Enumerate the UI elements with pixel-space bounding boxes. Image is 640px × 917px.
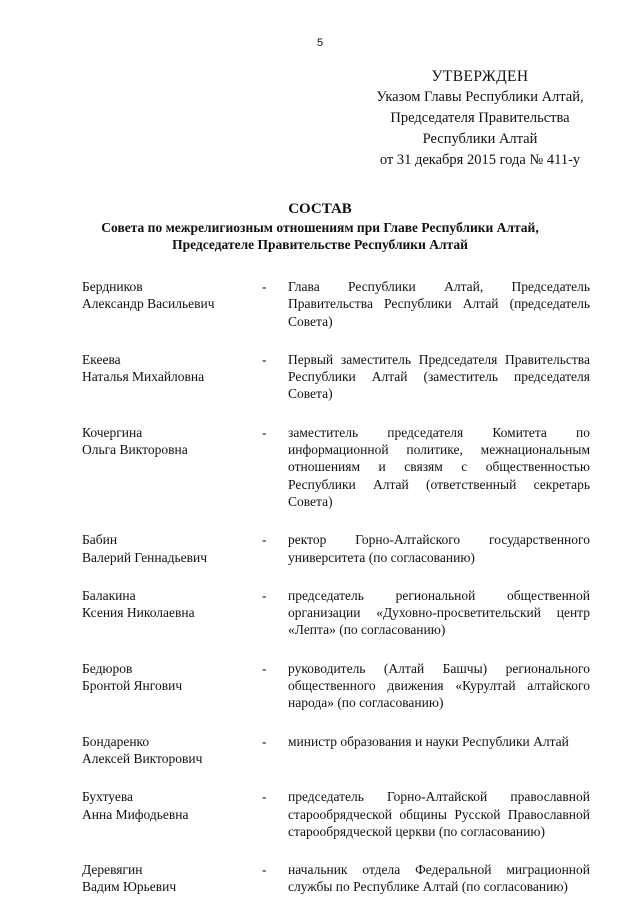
member-given-names: Вадим Юрьевич: [82, 879, 177, 895]
member-row: [82, 278, 592, 330]
member-list: [82, 278, 592, 917]
member-surname: Екеева: [82, 351, 121, 367]
member-position: заместитель председателя Комитета по информационной политике, межнациональным отношениям и связям с общественностью Республики Алтай (ответственный секретарь Совета): [288, 424, 590, 509]
member-surname: Деревягин: [82, 862, 143, 878]
member-row: [82, 587, 592, 639]
member-name: [82, 351, 262, 403]
separator-dash: -: [262, 424, 267, 440]
member-name: [82, 424, 262, 510]
member-row: [82, 861, 592, 896]
approval-line-3: Республики Алтай: [422, 131, 538, 147]
approval-heading: УТВЕРЖДЕН: [431, 68, 529, 85]
separator-dash: -: [262, 660, 267, 676]
member-position: председатель региональной общественной организации «Духовно-просветительский центр «Лепта» (по согласованию): [288, 587, 590, 638]
separator-dash: -: [262, 351, 267, 367]
member-position: начальник отдела Федеральной миграционной службы по Республике Алтай (по согласованию): [288, 862, 590, 895]
member-name: [82, 660, 262, 712]
member-given-names: Алексей Викторович: [82, 750, 203, 766]
member-name: [82, 788, 262, 840]
document-subtitle-line-1: Совета по межрелигиозным отношениям при Главе Республики Алтай,: [101, 220, 539, 235]
member-row: [82, 351, 592, 403]
separator-dash: -: [262, 862, 267, 878]
approval-line-4: от 31 декабря 2015 года № 411-у: [379, 152, 581, 168]
member-surname: Бухтуева: [82, 789, 134, 805]
approval-line-1: Указом Главы Республики Алтай,: [376, 89, 584, 105]
separator-dash: -: [262, 279, 267, 294]
document-subtitle-line-2: Председателе Правительстве Республики Алтай: [172, 237, 468, 252]
page-number: 5: [316, 37, 324, 49]
member-position: министр образования и науки Республики Алтай: [288, 733, 569, 749]
member-row: [82, 424, 592, 510]
member-given-names: Анна Мифодьевна: [82, 806, 189, 822]
member-name: [82, 861, 262, 896]
member-row: [82, 531, 592, 566]
member-name: [82, 278, 262, 330]
member-given-names: Александр Васильевич: [82, 296, 215, 312]
member-surname: Кочергина: [82, 424, 143, 440]
member-given-names: Валерий Геннадьевич: [82, 549, 208, 565]
member-name: [82, 531, 262, 566]
member-position: Глава Республики Алтай, Председатель Правительства Республики Алтай (председатель Совета): [288, 279, 590, 329]
separator-dash: -: [262, 733, 267, 749]
member-given-names: Ольга Викторовна: [82, 442, 188, 458]
separator-dash: -: [262, 789, 267, 805]
member-given-names: Ксения Николаевна: [82, 605, 195, 621]
separator-dash: -: [262, 587, 267, 603]
member-surname: Бедюров: [82, 660, 133, 676]
member-row: [82, 788, 592, 840]
member-row: [82, 733, 592, 768]
document-title-block: [80, 200, 560, 253]
member-name: [82, 733, 262, 768]
member-position: председатель Горно-Алтайской православной старообрядческой общины Русской Православной старообрядческой церкви (по согласованию): [288, 789, 590, 839]
separator-dash: -: [262, 532, 267, 548]
member-position: ректор Горно-Алтайского государственного университета (по согласованию): [288, 532, 590, 565]
approval-block: [330, 66, 630, 171]
member-surname: Бердников: [82, 279, 143, 294]
document-title: СОСТАВ: [288, 201, 352, 217]
member-given-names: Бронтой Янгович: [82, 678, 183, 694]
member-row: [82, 660, 592, 712]
member-surname: Балакина: [82, 587, 136, 603]
member-position: Первый заместитель Председателя Правительства Республики Алтай (заместитель председателя Совета): [288, 351, 590, 402]
member-position: руководитель (Алтай Башчы) регионального общественного движения «Курултай алтайского народа» (по согласованию): [288, 660, 590, 711]
member-name: [82, 587, 262, 639]
member-given-names: Наталья Михайловна: [82, 369, 205, 385]
member-surname: Бондаренко: [82, 733, 150, 749]
approval-line-2: Председателя Правительства: [390, 110, 570, 126]
member-surname: Бабин: [82, 532, 118, 548]
